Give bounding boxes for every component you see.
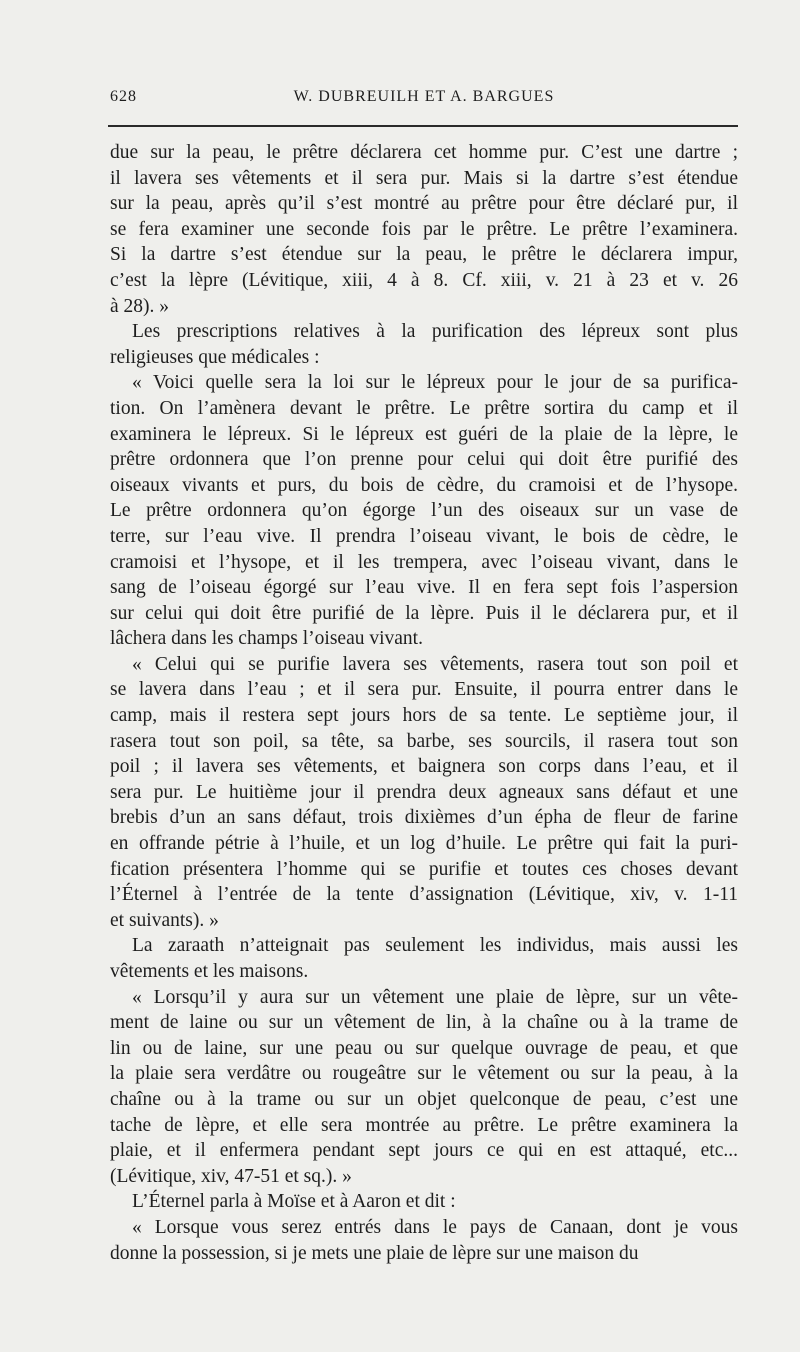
- text-line: à 28). »: [110, 295, 170, 317]
- page-number: 628: [110, 88, 137, 105]
- text-line: Le prêtre ordonnera qu’on égorge l’un des oiseaux sur un vase de: [110, 500, 738, 522]
- paragraph: [110, 985, 738, 1190]
- page-header: [110, 88, 738, 112]
- text-line: camp, mais il restera sept jours hors de sa tente. Le septième jour, il: [110, 705, 738, 727]
- paragraph: [110, 1215, 738, 1266]
- text-line: tache de lèpre, et elle sera montrée au prêtre. Le prêtre examinera la: [110, 1114, 738, 1136]
- paragraph: [110, 933, 738, 984]
- text-line: (Lévitique, xiv, 47-51 et sq.). »: [110, 1165, 352, 1187]
- text-line: c’est la lèpre (Lévitique, xiii, 4 à 8. Cf. xiii, v. 21 à 23 et v. 26: [110, 269, 738, 291]
- paragraph: [110, 652, 738, 934]
- text-line: cramoisi et l’hysope, et il les trempera, avec l’oiseau vivant, dans le: [110, 551, 738, 573]
- text-line: chaîne ou à la trame ou sur un objet quelconque de peau, c’est une: [110, 1088, 738, 1110]
- text-line: ment de laine ou sur un vêtement de lin, à la chaîne ou à la trame de: [110, 1012, 738, 1034]
- text-line: sur la peau, après qu’il s’est montré au prêtre pour être déclaré pur, il: [110, 193, 738, 215]
- text-line: en offrande pétrie à l’huile, et un log d’huile. Le prêtre qui fait la puri-: [110, 833, 738, 855]
- text-line: religieuses que médicales :: [110, 346, 320, 368]
- body-text: [110, 140, 738, 1266]
- text-line: brebis d’un an sans défaut, trois dixièmes d’un épha de fleur de farine: [110, 807, 738, 829]
- text-line: plaie, et il enfermera pendant sept jours ce qui en est attaqué, etc...: [110, 1140, 738, 1162]
- text-line: L’Éternel parla à Moïse et à Aaron et dit :: [132, 1191, 456, 1213]
- text-line: l’Éternel à l’entrée de la tente d’assignation (Lévitique, xiv, v. 1-11: [110, 884, 738, 906]
- text-line: rasera tout son poil, sa tête, sa barbe, ses sourcils, il rasera tout son: [110, 730, 738, 752]
- text-line: « Lorsque vous serez entrés dans le pays de Canaan, dont je vous: [132, 1216, 738, 1238]
- text-line: prêtre ordonnera que l’on prenne pour celui qui doit être purifié des: [110, 449, 738, 471]
- text-line: lâchera dans les champs l’oiseau vivant.: [110, 628, 423, 650]
- text-line: la plaie sera verdâtre ou rougeâtre sur le vêtement ou sur la peau, à la: [110, 1063, 738, 1085]
- text-line: tion. On l’amènera devant le prêtre. Le prêtre sortira du camp et il: [110, 397, 738, 419]
- text-line: sur celui qui doit être purifié de la lèpre. Puis il le déclarera pur, et il: [110, 602, 738, 624]
- text-line: La zaraath n’atteignait pas seulement les individus, mais aussi les: [132, 935, 738, 957]
- paragraph: [110, 140, 738, 319]
- text-line: « Celui qui se purifie lavera ses vêtements, rasera tout son poil et: [132, 653, 738, 675]
- text-line: et suivants). »: [110, 909, 219, 931]
- text-line: terre, sur l’eau vive. Il prendra l’oiseau vivant, le bois de cèdre, le: [110, 525, 738, 547]
- header-rule: [108, 125, 738, 127]
- text-line: oiseaux vivants et purs, du bois de cèdre, du cramoisi et de l’hysope.: [110, 474, 738, 496]
- text-line: « Voici quelle sera la loi sur le lépreux pour le jour de sa purifica-: [132, 372, 738, 394]
- text-line: lin ou de laine, sur une peau ou sur quelque ouvrage de peau, et que: [110, 1037, 738, 1059]
- text-line: sera pur. Le huitième jour il prendra deux agneaux sans défaut et une: [110, 781, 738, 803]
- text-line: se fera examiner une seconde fois par le prêtre. Le prêtre l’examinera.: [110, 218, 738, 240]
- paragraph: [110, 370, 738, 652]
- text-line: donne la possession, si je mets une plaie de lèpre sur une maison du: [110, 1242, 639, 1264]
- text-line: sang de l’oiseau égorgé sur l’eau vive. Il en fera sept fois l’aspersion: [110, 577, 738, 599]
- text-line: « Lorsqu’il y aura sur un vêtement une plaie de lèpre, sur un vête-: [132, 986, 738, 1008]
- text-line: se lavera dans l’eau ; et il sera pur. Ensuite, il pourra entrer dans le: [110, 679, 738, 701]
- text-line: due sur la peau, le prêtre déclarera cet homme pur. C’est une dartre ;: [110, 142, 738, 163]
- text-line: Les prescriptions relatives à la purification des lépreux sont plus: [132, 321, 738, 343]
- text-line: Si la dartre s’est étendue sur la peau, le prêtre le déclarera impur,: [110, 244, 738, 266]
- text-line: vêtements et les maisons.: [110, 961, 309, 982]
- paragraph: [110, 319, 738, 370]
- text-line: il lavera ses vêtements et il sera pur. Mais si la dartre s’est étendue: [110, 167, 738, 189]
- paragraph: [110, 1189, 738, 1215]
- text-line: examinera le lépreux. Si le lépreux est guéri de la plaie de la lèpre, le: [110, 423, 738, 445]
- text-line: fication présentera l’homme qui se purifie et toutes ces choses devant: [110, 858, 738, 880]
- text-line: poil ; il lavera ses vêtements, et baignera son corps dans l’eau, et il: [110, 756, 738, 778]
- running-head: W. DUBREUILH ET A. BARGUES: [293, 88, 555, 105]
